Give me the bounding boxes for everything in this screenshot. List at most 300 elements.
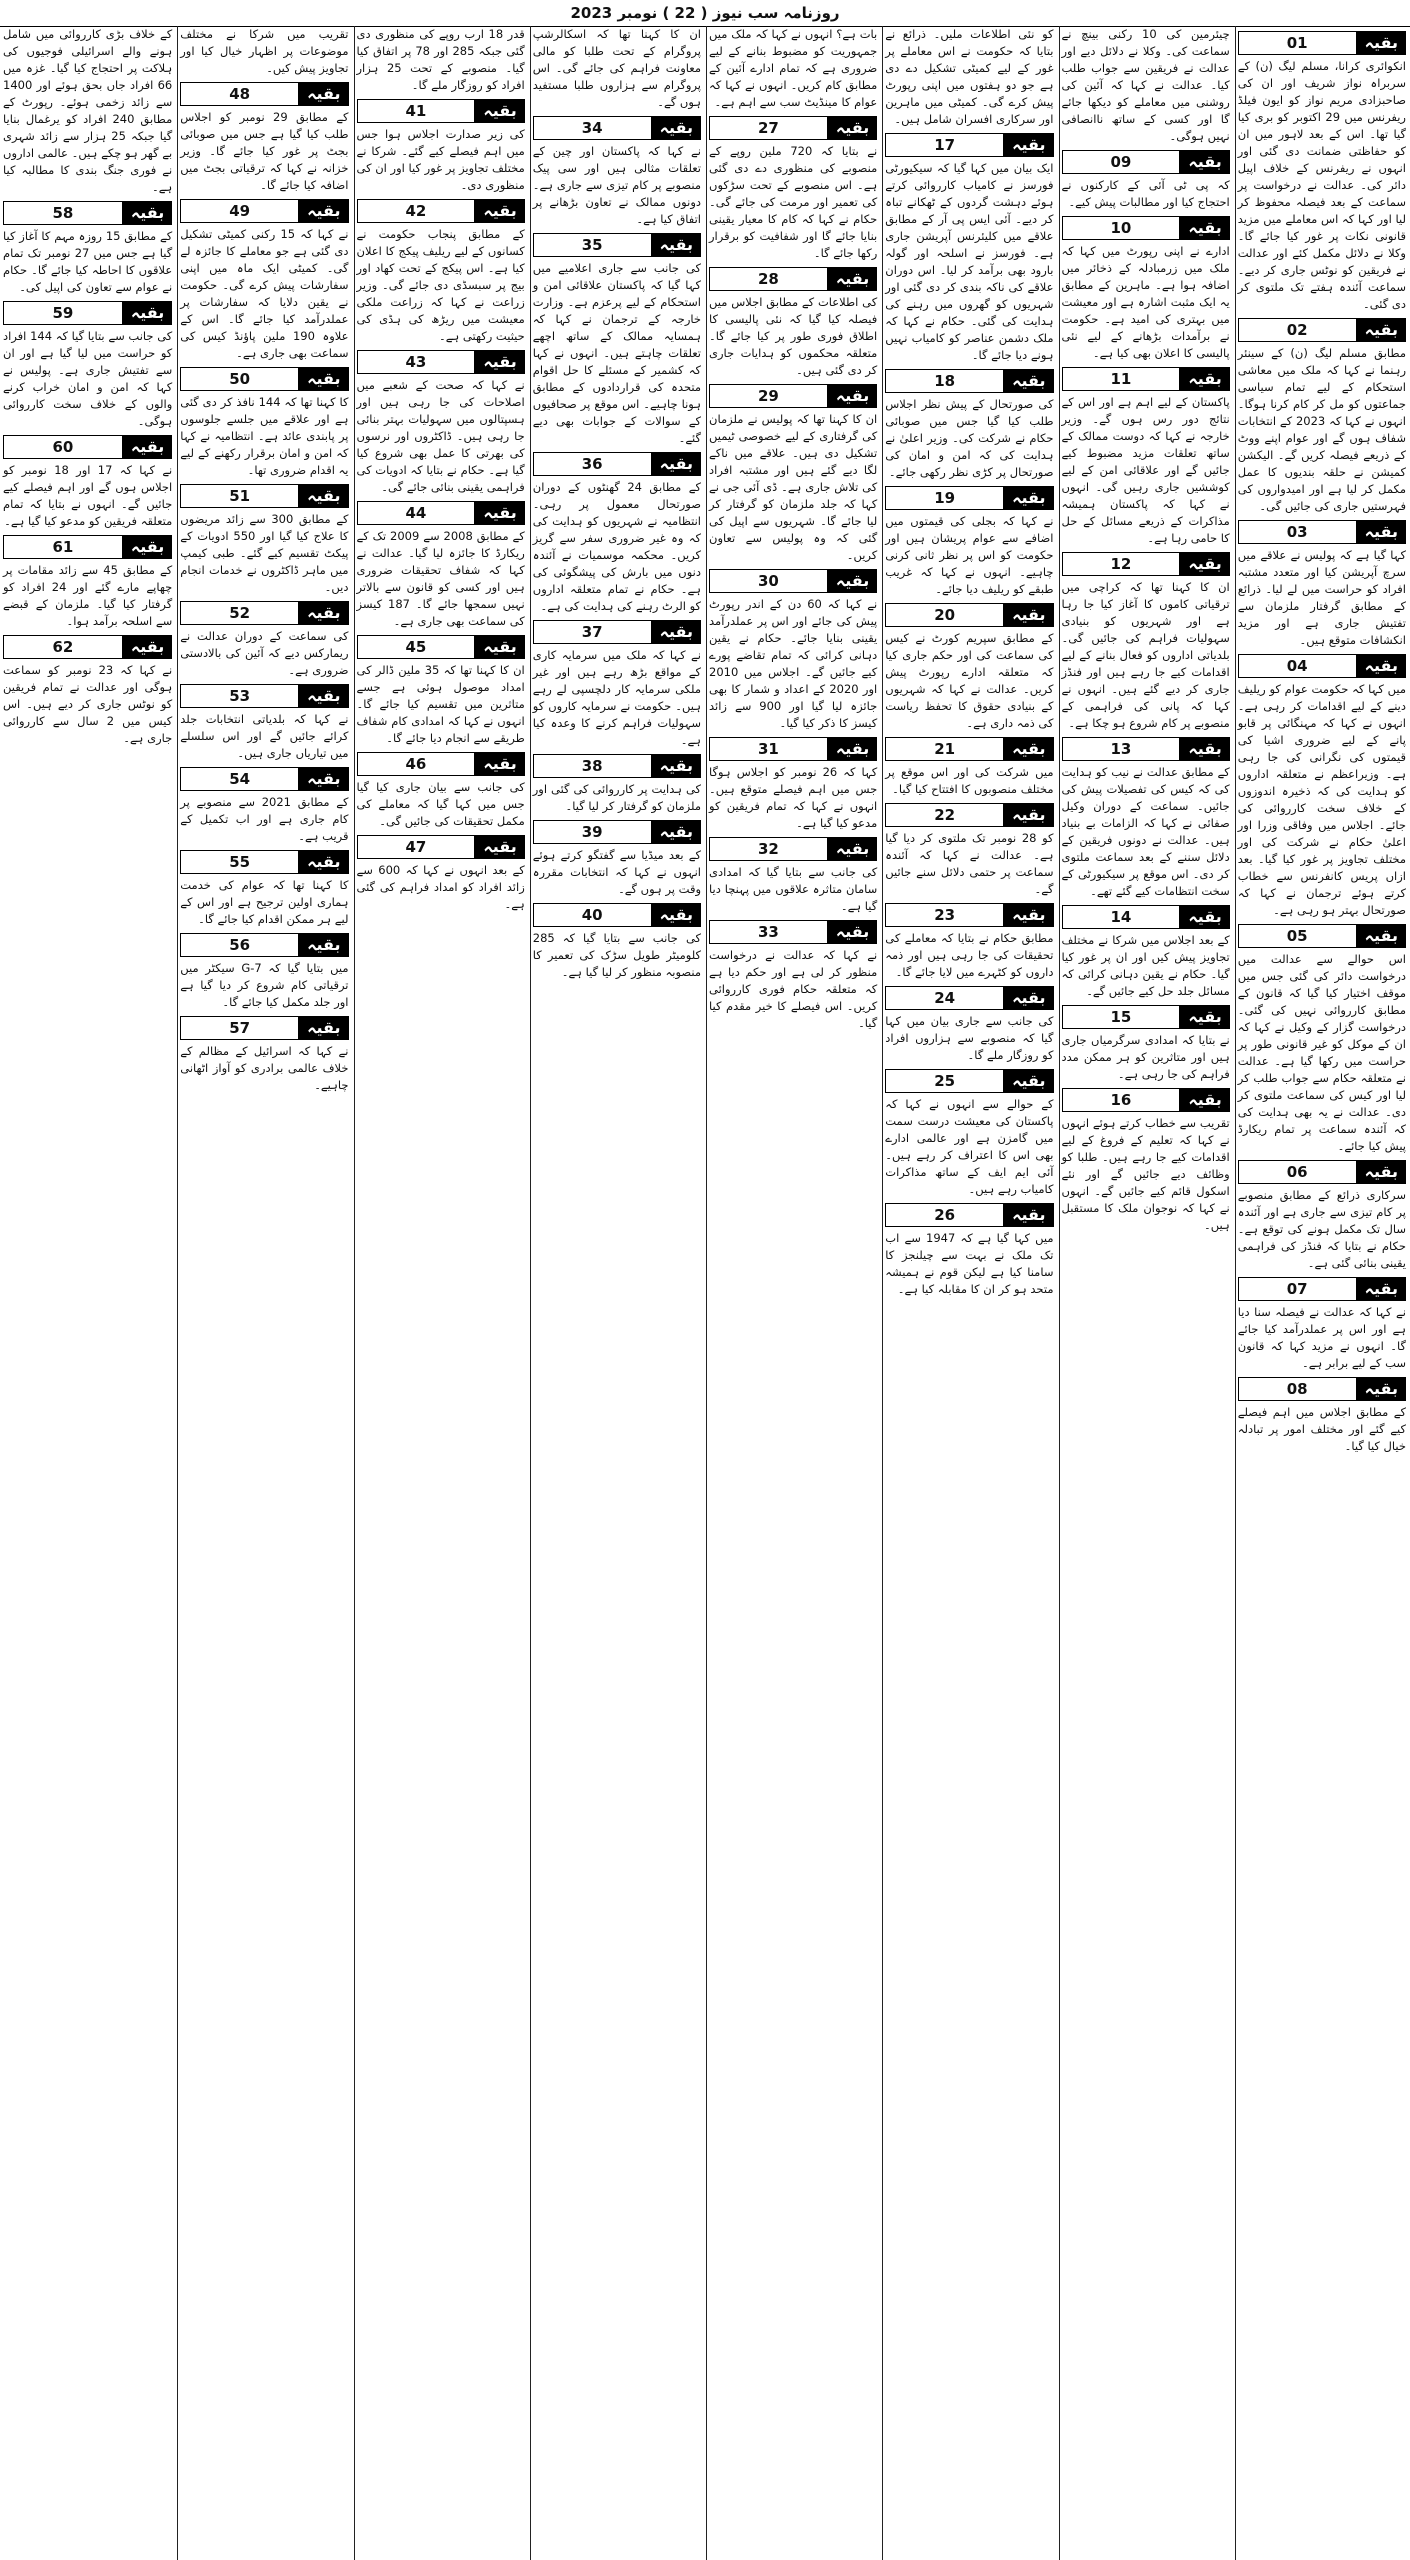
article-text: کے مطابق عدالت نے نیب کو ہدایت کی کہ کیس کی تفصیلات پیش کی جائیں۔ سماعت کے دوران وکیل صفائی نے کہا کہ الزامات بے بنیاد ہیں۔ عدالت نے دونوں فریقین کے دلائل سننے کے بعد سماعت ملتوی کر دی۔ اس موقع پر سیکیورٹی کے سخت انتظامات کیے گئے تھے۔: [1061, 765, 1230, 898]
continuation-item: [357, 198, 525, 345]
badge-word: بقیہ: [1357, 520, 1406, 544]
continuation-number: 57: [180, 1016, 299, 1040]
continuation-number: 32: [709, 837, 828, 861]
article-text: کے مطابق 45 سے زائد مقامات پر چھاپے مارے گئے اور 24 افراد کو گرفتار کیا گیا۔ ملزمان کے قبضے سے اسلحہ برآمد ہوا۔: [3, 563, 173, 628]
article-text: نے کہا کہ پاکستان اور چین کے تعلقات مثالی ہیں اور سی پیک منصوبے پر کام تیزی سے جاری ہے۔ دونوں ممالک نے تعاون بڑھانے پر اتفاق کیا ہے۔: [532, 144, 701, 226]
continuation-item: [885, 602, 1053, 732]
continuation-number: 33: [709, 920, 828, 944]
article-text: کے بعد اجلاس میں شرکا نے مختلف تجاویز پیش کیں اور ان پر غور کیا گیا۔ حکام نے یقین دہانی کرائی کہ مسائل جلد حل کیے جائیں گے۔: [1061, 933, 1230, 998]
article-text: کی زیر صدارت اجلاس ہوا جس میں اہم فیصلے کیے گئے۔ شرکا نے مختلف تجاویز پر غور کیا اور ان کی منظوری دی۔: [356, 127, 525, 192]
continuation-number: 62: [3, 635, 123, 659]
continuation-badge: [709, 736, 877, 762]
badge-word: بقیہ: [299, 484, 348, 508]
continuation-item: [3, 434, 172, 530]
continuation-item: [709, 736, 877, 832]
badge-word: بقیہ: [828, 384, 877, 408]
article-text: ان کا کہنا تھا کہ کراچی میں ترقیاتی کاموں کا آغاز کیا جا رہا ہے اور شہریوں کو بنیادی سہولیات فراہم کی جائیں گی۔ بلدیاتی اداروں کو فعال بنانے کے لیے اقدامات کیے جا رہے ہیں اور فنڈز جاری کر دیے گئے ہیں۔ انہوں نے کہا کہ پانی کی فراہمی کے منصوبے پر کام شروع ہو چکا ہے۔: [1061, 580, 1230, 730]
article-text: بات ہے؟ انہوں نے کہا کہ ملک میں جمہوریت کو مضبوط بنانے کے لیے ضروری ہے کہ تمام ادارے آئین کے مطابق کام کریں۔ انہوں نے کہا کہ عوام کا مینڈیٹ سب سے اہم ہے۔: [709, 27, 878, 109]
continuation-item: [709, 266, 877, 379]
continuation-number: 39: [533, 820, 652, 844]
badge-word: بقیہ: [652, 620, 701, 644]
continuation-item: [1062, 26, 1230, 145]
continuation-number: 07: [1238, 1277, 1357, 1301]
continuation-item: [180, 600, 348, 679]
continuation-number: 53: [180, 684, 299, 708]
continuation-badge: [180, 932, 348, 958]
news-column-8: [1, 26, 174, 2560]
badge-word: بقیہ: [299, 1016, 348, 1040]
continuation-number: 22: [885, 803, 1004, 827]
continuation-number: 10: [1062, 216, 1181, 240]
continuation-number: 47: [357, 835, 476, 859]
continuation-item: [1062, 149, 1230, 211]
continuation-number: 13: [1062, 737, 1181, 761]
article-text: نے کہا کہ عدالت نے درخواست منظور کر لی ہے اور حکم دیا ہے کہ متعلقہ حکام فوری کارروائی کریں۔ اس فیصلے کا خیر مقدم کیا گیا۔: [709, 948, 878, 1030]
continuation-item: [533, 115, 701, 228]
badge-word: بقیہ: [652, 754, 701, 778]
continuation-item: [1238, 1276, 1406, 1372]
continuation-badge: [1062, 366, 1230, 392]
article-text: ادارے نے اپنی رپورٹ میں کہا کہ ملک میں زرمبادلہ کے ذخائر میں اضافہ ہوا ہے۔ ماہرین کے مطابق یہ ایک مثبت اشارہ ہے اور معیشت میں بہتری کی امید ہے۔ حکومت نے برآمدات بڑھانے کے لیے نئی پالیسی کا اعلان بھی کیا ہے۔: [1061, 244, 1230, 360]
continuation-item: [1062, 904, 1230, 1000]
continuation-number: 52: [180, 601, 299, 625]
continuation-badge: [1062, 904, 1230, 930]
continuation-number: 58: [3, 201, 123, 225]
article-text: نے کہا کہ اسرائیل کے مظالم کے خلاف عالمی برادری کو آواز اٹھانی چاہیے۔: [180, 1044, 349, 1092]
article-text: کی ہدایت پر کارروائی کی گئی اور ملزمان کو گرفتار کر لیا گیا۔: [532, 782, 701, 813]
continuation-badge: [3, 200, 172, 226]
article-text: میں شرکت کی اور اس موقع پر مختلف منصوبوں کا افتتاح کیا گیا۔: [885, 765, 1054, 796]
badge-word: بقیہ: [1004, 903, 1053, 927]
continuation-number: 21: [885, 737, 1004, 761]
article-text: نے کہا کہ بلدیاتی انتخابات جلد کرائے جائیں گے اور اس سلسلے میں تیاریاں جاری ہیں۔: [180, 712, 349, 760]
continuation-badge: [885, 802, 1053, 828]
badge-word: بقیہ: [828, 267, 877, 291]
continuation-item: [1062, 366, 1230, 547]
continuation-badge: [709, 568, 877, 594]
article-text: ان کا کہنا تھا کہ 35 ملین ڈالر کی امداد موصول ہوئی ہے جسے متاثرین میں تقسیم کیا جائے گا۔ انہوں نے کہا کہ امدادی کام شفاف طریقے سے انجام دیا جائے گا۔: [356, 663, 525, 745]
article-text: نے کہا کہ 23 نومبر کو سماعت ہوگی اور عدالت نے تمام فریقین کو نوٹس جاری کر دیے ہیں۔ اس کیس میں 2 سال سے کارروائی جاری ہے۔: [3, 663, 173, 745]
badge-word: بقیہ: [475, 835, 524, 859]
continuation-badge: [709, 266, 877, 292]
badge-word: بقیہ: [652, 452, 701, 476]
article-text: نے بتایا کہ امدادی سرگرمیاں جاری ہیں اور متاثرین کو ہر ممکن مدد فراہم کی جا رہی ہے۔: [1061, 1033, 1230, 1081]
article-text: نے کہا کہ صحت کے شعبے میں اصلاحات کی جا رہی ہیں اور ہسپتالوں میں سہولیات بہتر بنائی جا رہی ہیں۔ ڈاکٹروں اور نرسوں کی بھرتی کا عمل بھی شروع کیا گیا ہے۔ حکام نے بتایا کہ ادویات کی فراہمی یقینی بنائی جائے گی۔: [356, 378, 525, 494]
continuation-item: [180, 683, 348, 762]
continuation-badge: [1062, 736, 1230, 762]
continuation-number: 19: [885, 486, 1004, 510]
continuation-item: [885, 985, 1053, 1064]
badge-word: بقیہ: [1357, 1277, 1406, 1301]
badge-word: بقیہ: [475, 501, 524, 525]
badge-word: بقیہ: [475, 350, 524, 374]
article-text: کی جانب سے بتایا گیا کہ 144 افراد کو حراست میں لیا گیا ہے اور ان سے تفتیش جاری ہے۔ پولیس نے کہا کہ امن و امان خراب کرنے والوں کے خلاف سخت کارروائی ہوگی۔: [3, 329, 173, 428]
continuation-number: 34: [533, 116, 652, 140]
article-text: اس حوالے سے عدالت میں درخواست دائر کی گئی جس میں موقف اختیار کیا گیا کہ قانون کے مطابق کارروائی نہیں کی گئی۔ درخواست گزار کے وکیل نے کہا کہ ان کے موکل کو غیر قانونی طور پر حراست میں رکھا گیا ہے۔ عدالت نے متعلقہ حکام سے جواب طلب کر لیا اور کیس کی سماعت ملتوی کر دی۔ عدالت نے یہ بھی ہدایت کی کہ آئندہ سماعت پر تمام ریکارڈ پیش کیا جائے۔: [1237, 952, 1406, 1153]
badge-word: بقیہ: [1357, 1160, 1406, 1184]
continuation-item: [885, 485, 1053, 598]
badge-word: بقیہ: [475, 199, 524, 223]
continuation-number: 48: [180, 82, 299, 106]
continuation-number: 46: [357, 752, 476, 776]
continuation-item: [180, 26, 348, 77]
badge-word: بقیہ: [652, 233, 701, 257]
badge-word: بقیہ: [1004, 986, 1053, 1010]
article-text: کے مطابق 300 سے زائد مریضوں کا علاج کیا گیا اور 550 ادویات کے پیکٹ تقسیم کیے گئے۔ طبی کیمپ میں ماہر ڈاکٹروں نے خدمات انجام دیں۔: [180, 512, 349, 594]
badge-word: بقیہ: [299, 684, 348, 708]
continuation-badge: [180, 683, 348, 709]
badge-word: بقیہ: [475, 635, 524, 659]
article-text: کی صورتحال کے پیش نظر اجلاس طلب کیا گیا جس میں صوبائی حکام نے شرکت کی۔ وزیر اعلیٰ نے ہدایت کی کہ امن و امان کی صورتحال پر کڑی نظر رکھی جائے۔: [885, 397, 1054, 479]
article-text: کہ پی ٹی آئی کے کارکنوں نے احتجاج کیا اور مطالبات پیش کیے۔: [1061, 178, 1230, 209]
continuation-number: 36: [533, 452, 652, 476]
continuation-number: 37: [533, 620, 652, 644]
badge-word: بقیہ: [1180, 905, 1229, 929]
badge-word: بقیہ: [1180, 737, 1229, 761]
article-text: کے مطابق 2008 سے 2009 تک کے ریکارڈ کا جائزہ لیا گیا۔ عدالت نے کہا کہ شفاف تحقیقات ضروری ہیں اور کسی کو قانون سے بالاتر نہیں سمجھا جائے گا۔ 187 کیسز کی سماعت بھی جاری ہے۔: [356, 529, 525, 628]
continuation-number: 26: [885, 1203, 1004, 1227]
article-text: کے خلاف بڑی کارروائی میں شامل ہونے والے اسرائیلی فوجیوں کی ہلاکت پر احتجاج کیا گیا۔ غزہ میں 66 افراد جاں بحق ہوئے اور 1400 سے زائد زخمی ہوئے۔ رپورٹ کے مطابق 240 افراد کو یرغمال بنایا گیا جبکہ 25 ہزار سے زائد شہری بے گھر ہو چکے ہیں۔ عالمی اداروں نے فوری جنگ بندی کا مطالبہ کیا ہے۔: [3, 27, 173, 194]
continuation-badge: [1238, 1159, 1406, 1185]
continuation-number: 04: [1238, 654, 1357, 678]
continuation-badge: [533, 753, 701, 779]
continuation-badge: [533, 232, 701, 258]
continuation-item: [3, 26, 172, 196]
continuation-badge: [885, 736, 1053, 762]
article-text: سرکاری ذرائع کے مطابق منصوبے پر کام تیزی سے جاری ہے اور آئندہ سال تک مکمل ہونے کی توقع ہے۔ حکام نے بتایا کہ فنڈز کی فراہمی یقینی بنائی گئی ہے۔: [1237, 1188, 1406, 1270]
continuation-badge: [533, 902, 701, 928]
continuation-number: 11: [1062, 367, 1181, 391]
badge-word: بقیہ: [652, 116, 701, 140]
continuation-number: 35: [533, 233, 652, 257]
continuation-item: [357, 26, 525, 94]
continuation-item: [533, 819, 701, 898]
continuation-badge: [1238, 923, 1406, 949]
newspaper-header: [0, 0, 1410, 27]
continuation-number: 42: [357, 199, 476, 223]
continuation-badge: [885, 368, 1053, 394]
continuation-number: 08: [1238, 1377, 1357, 1401]
continuation-item: [885, 368, 1053, 481]
continuation-item: [1238, 1376, 1406, 1455]
continuation-badge: [533, 115, 701, 141]
continuation-item: [180, 198, 348, 362]
continuation-item: [1062, 1087, 1230, 1234]
article-text: انکوائری کرانا، مسلم لیگ (ن) کے سربراہ نواز شریف اور ان کی صاحبزادی مریم نواز کو ایون فیلڈ ریفرنس میں 29 اکتوبر کو بری کیا گیا تھا۔ اس کے بعد لاہور میں ان کو حفاظتی ضمانت دی گئی اور انہوں نے ریفرنس کے خلاف اپیل دائر کی۔ عدالت نے درخواست پر سماعت کے بعد فیصلہ محفوظ کر لیا اور کہا کہ اس معاملے میں مزید قانونی نکات پر غور کیا جائے گا۔ وکلا نے دلائل مکمل کئے اور عدالت نے فریقین کو نوٹس جاری کر دیے۔ سماعت آئندہ ہفتے تک ملتوی کر دی گئی۔: [1237, 59, 1406, 311]
article-text: کو نئی اطلاعات ملیں۔ ذرائع نے بتایا کہ حکومت نے اس معاملے پر غور کے لیے کمیٹی تشکیل دے دی ہے جو دو ہفتوں میں اپنی رپورٹ پیش کرے گی۔ کمیٹی میں ماہرین اور سرکاری افسران شامل ہیں۔: [885, 27, 1054, 126]
continuation-badge: [180, 81, 348, 107]
continuation-number: 60: [3, 435, 123, 459]
badge-word: بقیہ: [1004, 1069, 1053, 1093]
article-text: کہا کہ 26 نومبر کو اجلاس ہوگا جس میں اہم فیصلے متوقع ہیں۔ انہوں نے کہا کہ تمام فریقین کو مدعو کیا گیا ہے۔: [709, 765, 878, 830]
continuation-number: 44: [357, 501, 476, 525]
continuation-item: [885, 736, 1053, 798]
continuation-badge: [1238, 1376, 1406, 1402]
continuation-badge: [885, 132, 1053, 158]
article-text: نے بتایا کہ 720 ملین روپے کے منصوبے کی منظوری دے دی گئی ہے۔ اس منصوبے کے تحت سڑکوں کی تعمیر اور مرمت کی جائے گی۔ حکام نے کہا کہ کام کا معیار یقینی بنایا جائے گا اور شفافیت کو برقرار رکھا جائے گا۔: [709, 144, 878, 260]
article-text: کے بعد انہوں نے کہا کہ 600 سے زائد افراد کو امداد فراہم کی گئی ہے۔: [356, 863, 525, 911]
continuation-item: [357, 634, 525, 747]
continuation-number: 61: [3, 535, 123, 559]
badge-word: بقیہ: [1004, 737, 1053, 761]
continuation-badge: [180, 600, 348, 626]
continuation-number: 54: [180, 767, 299, 791]
continuation-item: [885, 26, 1053, 128]
badge-word: بقیہ: [1357, 318, 1406, 342]
continuation-badge: [885, 1068, 1053, 1094]
badge-word: بقیہ: [1180, 1005, 1229, 1029]
article-text: کے مطابق سپریم کورٹ نے کیس کی سماعت کی اور حکم جاری کیا کہ متعلقہ ادارے رپورٹ پیش کریں۔ عدالت نے کہا کہ شہریوں کے بنیادی حقوق کا تحفظ ریاست کی ذمہ داری ہے۔: [885, 631, 1054, 730]
continuation-badge: [3, 434, 172, 460]
continuation-item: [533, 619, 701, 749]
article-text: کو 28 نومبر تک ملتوی کر دیا گیا ہے۔ عدالت نے کہا کہ آئندہ سماعت پر حتمی دلائل سنے جائیں گے۔: [885, 831, 1054, 896]
continuation-number: 51: [180, 484, 299, 508]
continuation-badge: [357, 500, 525, 526]
continuation-item: [1062, 736, 1230, 900]
article-text: کے مطابق 24 گھنٹوں کے دوران صورتحال معمول پر رہی۔ انتظامیہ نے شہریوں کو ہدایت کی کہ وہ غیر ضروری سفر سے گریز کریں۔ محکمہ موسمیات نے آئندہ دنوں میں بارش کی پیشگوئی کی ہے۔ حکام نے تمام متعلقہ اداروں کو الرٹ رہنے کی ہدایت کی ہے۔: [532, 480, 701, 613]
news-column-1: [1235, 26, 1408, 2560]
continuation-item: [533, 753, 701, 815]
badge-word: بقیہ: [1180, 552, 1229, 576]
badge-word: بقیہ: [299, 367, 348, 391]
article-text: ایک بیان میں کہا گیا کہ سیکیورٹی فورسز نے کامیاب کارروائی کرتے ہوئے دہشت گردوں کے ٹھکانے تباہ کر دیے۔ آئی ایس پی آر کے مطابق علاقے میں کلیئرنس آپریشن جاری ہے۔ فورسز نے اسلحہ اور گولہ بارود بھی برآمد کر لیا۔ اس دوران علاقے کی ناکہ بندی کر دی گئی اور شہریوں کو گھروں میں رہنے کی ہدایت کی گئی۔ حکام نے کہا کہ ملک دشمن عناصر کو کامیاب نہیں ہونے دیا جائے گا۔: [885, 161, 1054, 362]
continuation-badge: [1062, 1004, 1230, 1030]
continuation-item: [709, 26, 877, 111]
continuation-badge: [3, 634, 172, 660]
continuation-item: [357, 751, 525, 830]
badge-word: بقیہ: [828, 116, 877, 140]
continuation-item: [180, 849, 348, 928]
continuation-badge: [180, 198, 348, 224]
continuation-badge: [709, 383, 877, 409]
continuation-number: 05: [1238, 924, 1357, 948]
badge-word: بقیہ: [123, 435, 172, 459]
badge-word: بقیہ: [1004, 603, 1053, 627]
article-text: کی جانب سے جاری اعلامیے میں کہا گیا کہ پاکستان علاقائی امن و استحکام کے لیے پرعزم ہے۔ وزارت خارجہ کے ترجمان نے کہا کہ ہمسایہ ممالک کے ساتھ اچھے تعلقات چاہتے ہیں۔ انہوں نے کہا کہ کشمیر کے مسئلے کا حل اقوام متحدہ کی قراردادوں کے مطابق ہونا چاہیے۔ اس موقع پر صحافیوں کے سوالات کے جوابات بھی دیے گئے۔: [532, 261, 701, 445]
continuation-badge: [180, 849, 348, 875]
continuation-number: 16: [1062, 1088, 1181, 1112]
article-text: کہا گیا ہے کہ پولیس نے علاقے میں سرچ آپریشن کیا اور متعدد مشتبہ افراد کو حراست میں لے لیا۔ ذرائع کے مطابق گرفتار ملزمان سے تفتیش جاری ہے اور مزید انکشافات متوقع ہیں۔: [1237, 548, 1406, 647]
continuation-item: [533, 26, 701, 111]
article-text: نے کہا کہ عدالت نے فیصلہ سنا دیا ہے اور اس پر عملدرآمد کیا جائے گا۔ انہوں نے مزید کہا کہ قانون سب کے لیے برابر ہے۔: [1237, 1305, 1406, 1370]
continuation-item: [709, 836, 877, 915]
continuation-number: 02: [1238, 318, 1357, 342]
continuation-item: [709, 115, 877, 262]
badge-word: بقیہ: [123, 301, 172, 325]
continuation-item: [3, 200, 172, 296]
continuation-badge: [1238, 519, 1406, 545]
continuation-number: 17: [885, 133, 1004, 157]
continuation-item: [1238, 653, 1406, 919]
article-text: کی جانب سے بیان جاری کیا گیا جس میں کہا گیا کہ معاملے کی مکمل تحقیقات کی جائیں گی۔: [356, 780, 525, 828]
badge-word: بقیہ: [1180, 216, 1229, 240]
badge-word: بقیہ: [299, 199, 348, 223]
badge-word: بقیہ: [1004, 486, 1053, 510]
article-text: نے کہا کہ بجلی کی قیمتوں میں اضافے سے عوام پریشان ہیں اور حکومت کو اس پر نظر ثانی کرنی چاہیے۔ انہوں نے کہا کہ غریب طبقے کو ریلیف دیا جائے۔: [885, 514, 1054, 596]
continuation-item: [709, 919, 877, 1032]
continuation-number: 38: [533, 754, 652, 778]
continuation-badge: [1238, 317, 1406, 343]
continuation-number: 14: [1062, 905, 1181, 929]
continuation-number: 30: [709, 569, 828, 593]
badge-word: بقیہ: [299, 601, 348, 625]
continuation-item: [533, 902, 701, 981]
article-text: چیئرمین کی 10 رکنی بینچ نے سماعت کی۔ وکلا نے دلائل دیے اور عدالت نے فریقین سے جواب طلب کیا۔ عدالت نے کہا کہ آئین کی روشنی میں معاملے کو دیکھا جائے گا اور کسی کے ساتھ ناانصافی نہیں ہوگی۔: [1061, 27, 1230, 143]
continuation-item: [1062, 1004, 1230, 1083]
article-text: کی جانب سے بتایا گیا کہ 285 کلومیٹر طویل سڑک کی تعمیر کا منصوبہ منظور کر لیا گیا ہے۔: [532, 931, 701, 979]
continuation-badge: [180, 766, 348, 792]
continuation-item: [180, 766, 348, 845]
article-text: کی اطلاعات کے مطابق اجلاس میں فیصلہ کیا گیا کہ نئی پالیسی کا اطلاق فوری طور پر کیا جائے گا۔ متعلقہ محکموں کو ہدایات جاری کر دی گئی ہیں۔: [709, 295, 878, 377]
continuation-item: [1238, 30, 1406, 313]
continuation-item: [885, 802, 1053, 898]
continuation-badge: [180, 1015, 348, 1041]
continuation-number: 29: [709, 384, 828, 408]
article-text: کا کہنا تھا کہ 144 نافذ کر دی گئی ہے اور علاقے میں جلسے جلوسوں پر پابندی عائد ہے۔ انتظامیہ نے کہا کہ امن و امان برقرار رکھنے کے لیے یہ اقدام ضروری تھا۔: [180, 395, 349, 477]
article-text: میں کہا کہ حکومت عوام کو ریلیف دینے کے لیے اقدامات کر رہی ہے۔ انہوں نے کہا کہ مہنگائی پر قابو پانے کے لیے ضروری اشیا کی قیمتوں کی نگرانی کی جا رہی ہے۔ وزیراعظم نے متعلقہ اداروں کو ہدایت کی کہ ذخیرہ اندوزوں کے خلاف سخت کارروائی کی جائے۔ اجلاس میں وفاقی وزرا اور اعلیٰ حکام نے شرکت کی اور مختلف تجاویز پر غور کیا گیا۔ بعد ازاں پریس کانفرنس سے خطاب کرتے ہوئے ترجمان نے کہا کہ صورتحال بہتر ہو رہی ہے۔: [1237, 682, 1406, 917]
continuation-badge: [885, 602, 1053, 628]
continuation-number: 56: [180, 933, 299, 957]
continuation-badge: [533, 451, 701, 477]
badge-word: بقیہ: [123, 635, 172, 659]
article-text: مطابق حکام نے بتایا کہ معاملے کی تحقیقات کی جا رہی ہیں اور ذمہ داروں کو کٹہرے میں لایا جائے گا۔: [885, 931, 1054, 979]
article-text: نے کہا کہ ملک میں سرمایہ کاری کے مواقع بڑھ رہے ہیں اور غیر ملکی سرمایہ کار دلچسپی لے رہے ہیں۔ حکومت نے سرمایہ کاروں کو سہولیات فراہم کرنے کا وعدہ کیا ہے۔: [532, 648, 701, 747]
continuation-number: 23: [885, 903, 1004, 927]
continuation-item: [180, 483, 348, 596]
badge-word: بقیہ: [1004, 803, 1053, 827]
continuation-item: [357, 834, 525, 913]
badge-word: بقیہ: [1357, 31, 1406, 55]
continuation-number: 59: [3, 301, 123, 325]
continuation-badge: [885, 485, 1053, 511]
article-text: کے مطابق پنجاب حکومت نے کسانوں کے لیے ریلیف پیکج کا اعلان کیا ہے۔ اس پیکج کے تحت کھاد اور بیج پر سبسڈی دی جائے گی۔ وزیر زراعت نے کہا کہ زراعت ملکی معیشت میں ریڑھ کی ہڈی کی حیثیت رکھتی ہے۔: [356, 227, 525, 343]
news-column-5: [530, 26, 703, 2560]
badge-word: بقیہ: [1180, 150, 1229, 174]
badge-word: بقیہ: [1180, 367, 1229, 391]
newspaper-title: روزنامہ سب نیوز ( 22 ) نومبر 2023: [570, 4, 840, 22]
article-text: قدر 18 ارب روپے کی منظوری دی گئی جبکہ 285 اور 78 پر اتفاق کیا گیا۔ منصوبے کے تحت 25 ہزار افراد کو روزگار ملے گا۔: [356, 27, 525, 92]
continuation-badge: [357, 98, 525, 124]
badge-word: بقیہ: [475, 99, 524, 123]
continuation-item: [885, 132, 1053, 364]
continuation-number: 31: [709, 737, 828, 761]
article-text: تقریب سے خطاب کرتے ہوئے انہوں نے کہا کہ تعلیم کے فروغ کے لیے اقدامات کیے جا رہے ہیں۔ طلبا کو وظائف دیے جائیں گے اور نئے اسکول قائم کیے جائیں گے۔ انہوں نے کہا کہ نوجوان ملک کا مستقبل ہیں۔: [1061, 1116, 1230, 1232]
continuation-number: 15: [1062, 1005, 1181, 1029]
continuation-number: 18: [885, 369, 1004, 393]
badge-word: بقیہ: [299, 933, 348, 957]
continuation-item: [709, 568, 877, 732]
continuation-number: 50: [180, 367, 299, 391]
continuation-item: [1238, 1159, 1406, 1272]
continuation-item: [180, 1015, 348, 1094]
badge-word: بقیہ: [828, 569, 877, 593]
continuation-item: [180, 81, 348, 194]
badge-word: بقیہ: [828, 837, 877, 861]
continuation-item: [533, 451, 701, 615]
continuation-item: [709, 383, 877, 564]
continuation-number: 41: [357, 99, 476, 123]
continuation-number: 40: [533, 903, 652, 927]
article-text: نے کہا کہ 17 اور 18 نومبر کو اجلاس ہوں گے اور اہم فیصلے کیے جائیں گے۔ انہوں نے بتایا کہ تمام متعلقہ فریقین کو مدعو کیا گیا ہے۔: [3, 463, 173, 528]
continuation-badge: [885, 1202, 1053, 1228]
news-column-4: [706, 26, 879, 2560]
continuation-number: 20: [885, 603, 1004, 627]
continuation-item: [1238, 923, 1406, 1155]
continuation-item: [1238, 519, 1406, 649]
continuation-number: 25: [885, 1069, 1004, 1093]
article-text: کی جانب سے بتایا گیا کہ امدادی سامان متاثرہ علاقوں میں پہنچا دیا گیا ہے۔: [709, 865, 878, 913]
continuation-item: [357, 349, 525, 496]
badge-word: بقیہ: [828, 737, 877, 761]
continuation-badge: [1062, 149, 1230, 175]
continuation-badge: [180, 366, 348, 392]
continuation-item: [357, 98, 525, 194]
continuation-item: [180, 932, 348, 1011]
badge-word: بقیہ: [828, 920, 877, 944]
article-text: تقریب میں شرکا نے مختلف موضوعات پر اظہار خیال کیا اور تجاویز پیش کیں۔: [180, 27, 349, 75]
continuation-badge: [885, 985, 1053, 1011]
continuation-item: [885, 902, 1053, 981]
badge-word: بقیہ: [123, 535, 172, 559]
article-text: کے مطابق 15 روزہ مہم کا آغاز کیا گیا ہے جس میں 27 نومبر تک تمام علاقوں کا احاطہ کیا جائے گا۔ حکام نے عوام سے تعاون کی اپیل کی۔: [3, 229, 173, 294]
article-text: مطابق مسلم لیگ (ن) کے سینئر رہنما نے کہا کہ ملک میں معاشی استحکام کے لیے تمام سیاسی جماعتوں کو مل کر کام کرنا ہوگا۔ انہوں نے کہا کہ 2023 کے انتخابات شفاف ہوں گے اور عوام اپنے ووٹ کے ذریعے فیصلہ کریں گے۔ الیکشن کمیشن نے حلقہ بندیوں کا عمل مکمل کر لیا ہے اور امیدواروں کی فہرستیں جاری کی جائیں گی۔: [1237, 346, 1406, 513]
news-column-3: [882, 26, 1055, 2560]
news-column-6: [354, 26, 527, 2560]
continuation-badge: [1238, 30, 1406, 56]
continuation-item: [3, 300, 172, 430]
continuation-item: [1238, 317, 1406, 515]
continuation-item: [885, 1202, 1053, 1298]
continuation-number: 24: [885, 986, 1004, 1010]
article-text: کا کہنا تھا کہ عوام کی خدمت ہماری اولین ترجیح ہے اور اس کے لیے ہر ممکن اقدام کیا جائے گا۔: [180, 878, 349, 926]
continuation-item: [1062, 551, 1230, 732]
badge-word: بقیہ: [1004, 1203, 1053, 1227]
continuation-item: [885, 1068, 1053, 1198]
news-column-7: [177, 26, 350, 2560]
continuation-number: 45: [357, 635, 476, 659]
continuation-badge: [357, 349, 525, 375]
continuation-badge: [3, 300, 172, 326]
article-text: کے مطابق اجلاس میں اہم فیصلے کیے گئے اور مختلف امور پر تبادلہ خیال کیا گیا۔: [1237, 1405, 1406, 1453]
continuation-number: 27: [709, 116, 828, 140]
continuation-badge: [357, 751, 525, 777]
badge-word: بقیہ: [299, 767, 348, 791]
badge-word: بقیہ: [1004, 369, 1053, 393]
continuation-badge: [180, 483, 348, 509]
article-text: ان کا کہنا تھا کہ پولیس نے ملزمان کی گرفتاری کے لیے خصوصی ٹیمیں تشکیل دی ہیں۔ علاقے میں ناکے لگا دیے گئے ہیں اور مشتبہ افراد کی تلاش جاری ہے۔ ڈی آئی جی نے کہا کہ جلد ملزمان کو گرفتار کر لیا جائے گا۔ شہریوں سے اپیل کی گئی کہ وہ پولیس سے تعاون کریں۔: [709, 412, 878, 562]
continuation-badge: [709, 919, 877, 945]
continuation-number: 28: [709, 267, 828, 291]
continuation-badge: [1238, 653, 1406, 679]
continuation-number: 06: [1238, 1160, 1357, 1184]
article-text: کے بعد میڈیا سے گفتگو کرتے ہوئے انہوں نے کہا کہ انتخابات مقررہ وقت پر ہوں گے۔: [532, 848, 701, 896]
badge-word: بقیہ: [299, 82, 348, 106]
badge-word: بقیہ: [123, 201, 172, 225]
article-text: کی سماعت کے دوران عدالت نے ریمارکس دیے کہ آئین کی بالادستی ضروری ہے۔: [180, 629, 349, 677]
article-text: کے حوالے سے انہوں نے کہا کہ پاکستان کی معیشت درست سمت میں گامزن ہے اور عالمی ادارے بھی اس کا اعتراف کر رہے ہیں۔ آئی ایم ایف کے ساتھ مذاکرات کامیاب رہے ہیں۔: [885, 1097, 1054, 1196]
continuation-number: 55: [180, 850, 299, 874]
article-text: کے مطابق 2021 سے منصوبے پر کام جاری ہے اور اب تکمیل کے قریب ہے۔: [180, 795, 349, 843]
continuation-item: [357, 500, 525, 630]
continuation-number: 09: [1062, 150, 1181, 174]
article-text: کے مطابق 29 نومبر کو اجلاس طلب کیا گیا ہے جس میں صوبائی بجٹ پر غور کیا جائے گا۔ وزیر خزانہ نے کہا کہ ترقیاتی بجٹ میں اضافہ کیا جائے گا۔: [180, 110, 349, 192]
continuation-badge: [533, 619, 701, 645]
article-text: میں بتایا گیا کہ G-7 سیکٹر میں ترقیاتی کام شروع کر دیا گیا ہے اور جلد مکمل کیا جائے گا۔: [180, 961, 349, 1009]
continuation-badge: [1238, 1276, 1406, 1302]
badge-word: بقیہ: [652, 903, 701, 927]
news-column-2: [1059, 26, 1232, 2560]
continuation-number: 03: [1238, 520, 1357, 544]
